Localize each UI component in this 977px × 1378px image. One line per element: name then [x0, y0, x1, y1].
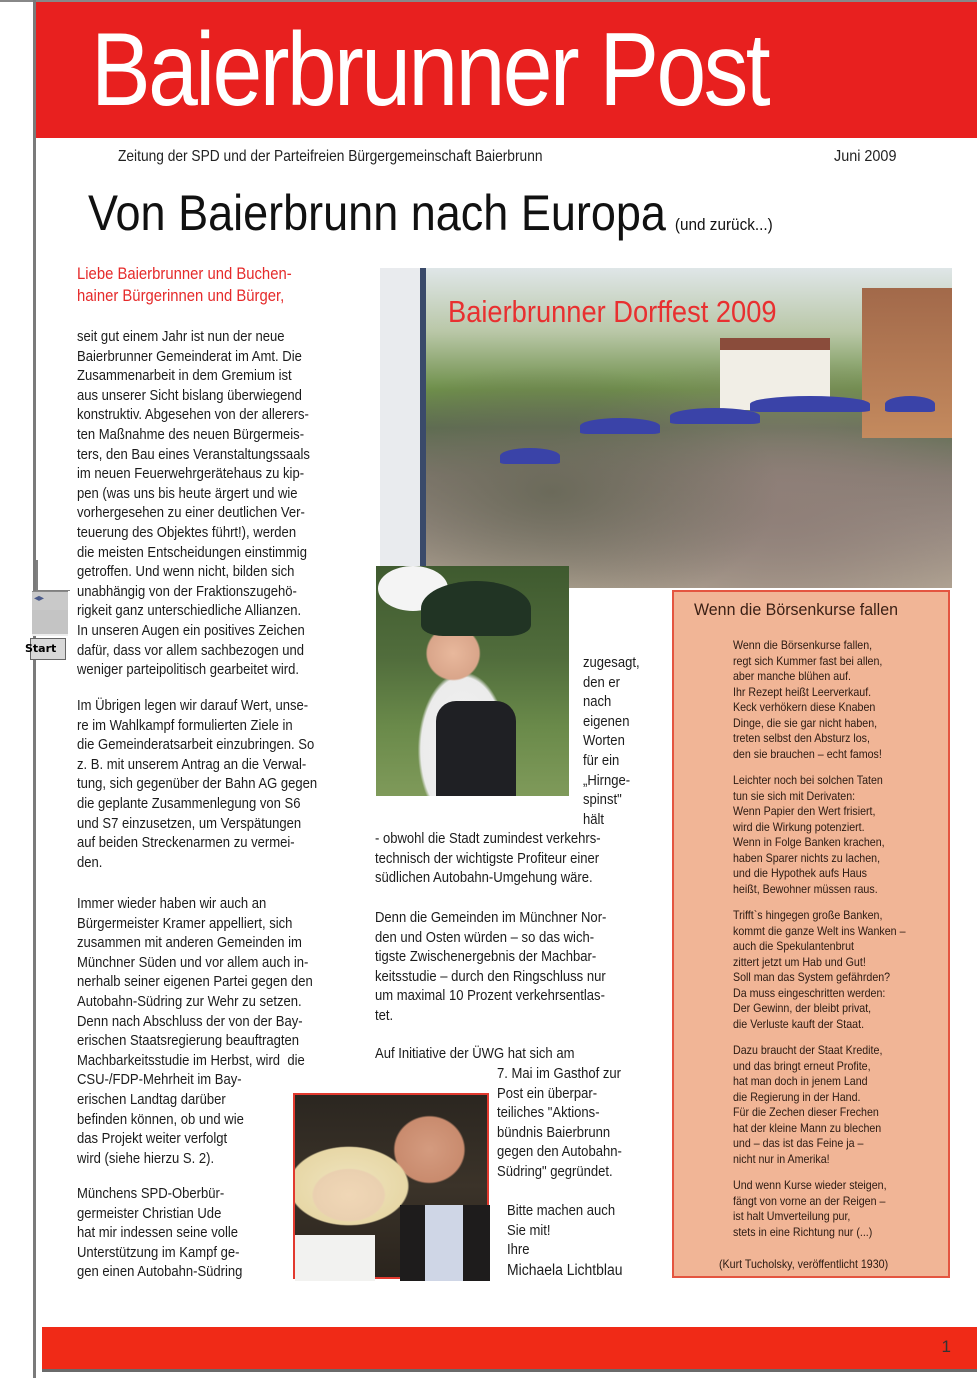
paragraph: Im Übrigen legen wir darauf Wert, unse- re im Wahlkampf formulierten Ziele in die Gemeinderatsarbeit einzubringen. So z. B. mit unserem Antrag an die Verwal- tung, sich gegenüber der Bahn AG gegen die geplante Zusammenlegung von S6 und S7 einzusetzen, um Verspätungen auf beiden Streckenarmen zu vermei- den. [77, 698, 318, 871]
poem-stanza: Wenn die Börsenkurse fallen, regt sich Kummer fast bei allen, aber manche blühen auf. Ihr Rezept heißt Leerverkauf. Keck verhökern diese Knaben Dinge, die sie gar nicht haben, treten selbst den Absturz los, den sie brauchen – echt famos! [733, 639, 883, 761]
paragraph: seit gut einem Jahr ist nun der neue Baierbrunner Gemeinderat im Amt. Die Zusammenarbeit in dem Gremium ist aus unserer Sicht bislang überwiegend konstruktiv. Abgesehen von der allerers- ten Maßnahme des neuen Bürgermeis- ters, den Bau eines Veranstaltungssaals im neuen Feuerwehrgerätehaus zu kip- pen (was uns bis heute ärgert und wie vorhergesehen zu einer deutlichen Ver- teuerung des Objektes führt!), werden die meisten Entscheidungen einstimmig getroffen. Und wenn nicht, bilden sich unabhängig von der Fraktionszugehö- rigkeit ganz unterschiedliche Allianzen. In unseren Augen ein positives Zeichen dafür, dass vor allem sachbezogen und weniger parteipolitisch gearbeitet wird. [77, 329, 310, 679]
footer-bar [42, 1327, 977, 1372]
wrapped-text: zugesagt, den er nach eigenen Worten für ein „Hirnge- spinst" hält [583, 655, 640, 828]
photo-umbrella [885, 396, 935, 412]
photo-jacket-white [295, 1235, 375, 1281]
photo-umbrella [670, 408, 760, 424]
closing-text: Bitte machen auch Sie mit! Ihre [507, 1203, 616, 1259]
poem-stanza: Trifft`s hingegen große Banken, kommt die ganze Welt ins Wanken – auch die Spekulantenbrut zittert jetzt um Hab und Gut! Soll man das System gefährden? Da muss eingeschritten werden: Der Gewinn, der bleibt privat, die Verluste kauft der Staat. [733, 909, 906, 1031]
poem-body [733, 638, 931, 1251]
poem-credit: (Kurt Tucholsky, veröffentlicht 1930) [719, 1258, 889, 1271]
poem-stanza: Und wenn Kurse wieder steigen, fängt von vorne an der Reigen – ist halt Umverteilung pur, stets in eine Richtung nur (...) [733, 1179, 887, 1239]
newspaper-subtitle: Zeitung der SPD und der Parteifreien Bürgergemeinschaft Baierbrunn [118, 148, 543, 165]
splitter-icon[interactable]: ◂▸ [34, 593, 45, 604]
poem-stanza: Dazu braucht der Staat Kredite, und das bringt erneut Profite, hat man doch in jenem Land die Regierung in der Hand. Für die Zechen dieser Frechen hat der kleine Mann zu blechen und – das ist das Feine ja – nicht nur in Amerika! [733, 1044, 883, 1166]
headline-main: Von Baierbrunn nach Europa [88, 185, 666, 241]
dorffest-photo [380, 268, 952, 588]
os-window-pane [36, 560, 70, 591]
initiative-line: Auf Initiative der ÜWG hat sich am [375, 1046, 575, 1062]
poem-stanza: Leichter noch bei solchen Taten tun sie sich mit Derivaten: Wenn Papier den Wert frisiert, wird die Wirkung potenziert. Wenn in Folge Banken krachen, haben Sparer nichts zu lachen, und die Hypothek aufs Haus heißt, Bewohner müssen raus. [733, 774, 885, 896]
os-taskbar-panel [32, 610, 68, 636]
paragraph: Münchens SPD-Oberbür- germeister Christian Ude hat mir indessen seine volle Unterstützung im Kampf ge- gen einen Autobahn-Südring [77, 1186, 243, 1281]
photo-caption: Baierbrunner Dorffest 2009 [448, 294, 777, 329]
poem-title: Wenn die Börsenkurse fallen [694, 600, 899, 619]
photo-building-left [380, 268, 426, 568]
photo-shirt [425, 1205, 463, 1281]
photo-hat [421, 581, 531, 636]
article-headline [88, 182, 773, 256]
newspaper-title: Baierbrunner Post [91, 12, 769, 128]
os-window-fragment [25, 560, 68, 664]
page-number: 1 [941, 1337, 951, 1356]
portrait-photo [293, 1093, 489, 1279]
photo-vest [436, 701, 516, 796]
photo-building-right [862, 288, 952, 438]
headline-suffix: (und zurück...) [674, 215, 773, 234]
scan-edge-left [33, 0, 36, 1378]
paragraph: Immer wieder haben wir auch an Bürgermeister Kramer appelliert, sich zusammen mit anderen Gemeinden im Münchner Süden und vor allem auch in- nerhalb seiner eigenen Partei gegen den Autobahn-Südring zur Wehr zu setzen. Denn nach Abschluss der von der Bay- erischen Staatsregierung beauftragten Machbarkeitsstudie im Herbst, wird die CSU-/FDP-Mehrheit im Bay- erischen Landtag darüber befinden können, ob und wie das Projekt weiter verfolgt wird (siehe hierzu S. 2). [77, 896, 313, 1167]
photo-umbrella [500, 448, 560, 464]
paragraph: Denn die Gemeinden im Münchner Nor- den und Osten würden – so das wich- tigste Zwischenergebnis der Machbar- keitsstudie – durch den Ringschluss nur um maximal 10 Prozent verkehrsentlas- tet. [375, 910, 607, 1024]
article-greeting: Liebe Baierbrunner und Buchen- hainer Bürgerinnen und Bürger, [77, 265, 292, 305]
author-signature: Michaela Lichtblau [507, 1262, 623, 1279]
child-photo [376, 566, 569, 796]
photo-umbrella [750, 396, 870, 412]
paragraph: - obwohl die Stadt zumindest verkehrs- technisch der wichtigste Profiteur einer südlichen Autobahn-Umgehung wäre. [375, 831, 601, 887]
start-button[interactable]: Start [30, 638, 66, 660]
poem-box [672, 590, 950, 1278]
masthead [36, 2, 977, 138]
issue-date: Juni 2009 [834, 148, 897, 165]
photo-umbrella [580, 418, 660, 434]
paragraph: 7. Mai im Gasthof zur Post ein überpar- teiliches "Aktions- bündnis Baierbrunn gegen den Autobahn- Südring" gegründet. [497, 1066, 622, 1180]
os-scrollbar[interactable] [32, 591, 68, 610]
